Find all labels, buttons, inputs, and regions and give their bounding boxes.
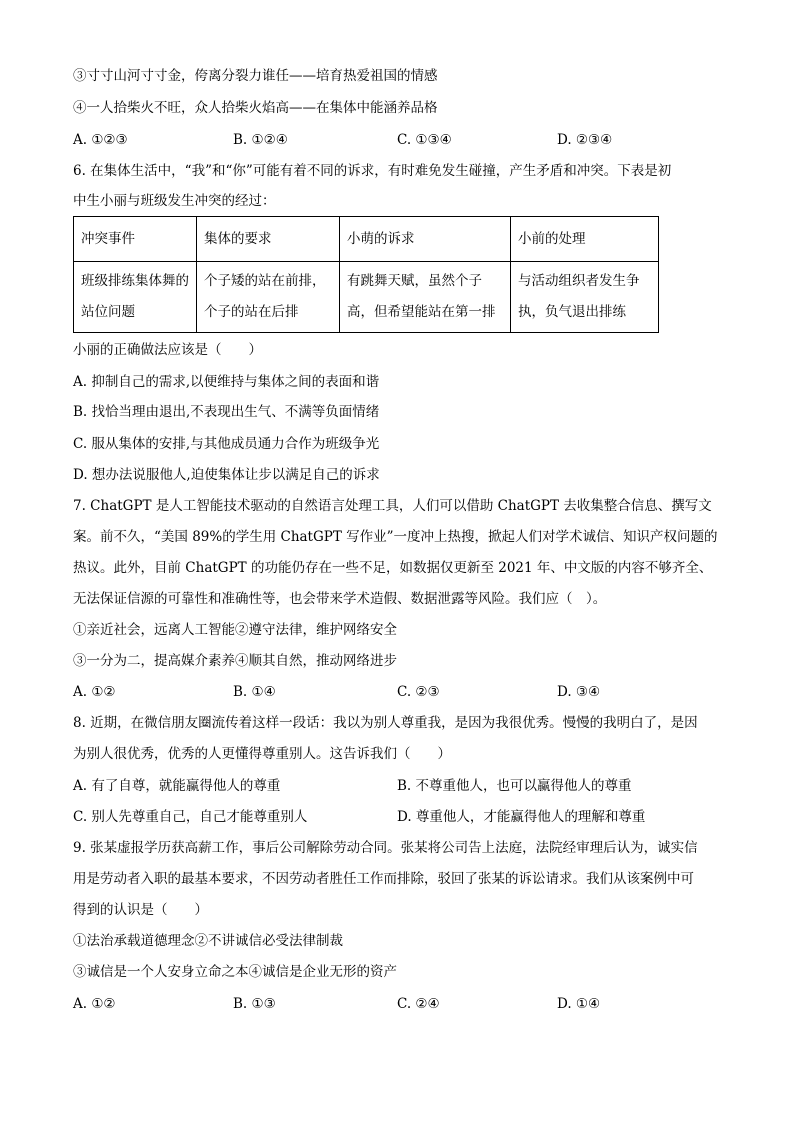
q8-option-a: A. 有了自尊，就能赢得他人的尊重 (73, 778, 281, 794)
q5-option-b: B. ①②④ (233, 132, 288, 148)
q9-option-a: A. ①② (73, 996, 116, 1012)
table-header-row (74, 217, 659, 262)
table-cell: 个子矮的站在前排，个子的站在后排 (197, 262, 340, 333)
q7-option-b: B. ①④ (233, 684, 276, 700)
q9-stem-line-1: 9. 张某虚报学历获高薪工作，事后公司解除劳动合同。张某将公司告上法庭，法院经审理后认为，诚实信 (73, 840, 698, 856)
q5-item-3: ③寸寸山河寸寸金，侉离分裂力谁任——培育热爱祖国的情感 (73, 68, 438, 84)
q7-stem-line-4: 无法保证信源的可靠性和准确性等，也会带来学术造假、数据泄露等风险。我们应（ ）。 (73, 591, 607, 607)
q9-stem-line-2: 用是劳动者入职的最基本要求，不因劳动者胜任工作而排除，驳回了张某的诉讼请求。我们从该案例中可 (73, 871, 694, 887)
q6-stem-line-2: 中生小丽与班级发生冲突的经过： (73, 193, 276, 209)
table-cell: 班级排练集体舞的站位问题 (74, 262, 197, 333)
q9-items-line-1: ①法治承载道德理念②不讲诚信必受法律制裁 (73, 933, 343, 949)
table-header-cell: 小前的处理 (511, 217, 659, 262)
q5-option-c: C. ①③④ (397, 132, 452, 148)
q8-option-c: C. 别人先尊重自己，自己才能尊重别人 (73, 809, 308, 825)
q5-option-d: D. ②③④ (557, 132, 613, 148)
q8-stem-line-2: 为别人很优秀，优秀的人更懂得尊重别人。这告诉我们（ ） (73, 746, 451, 762)
q9-option-d: D. ①④ (557, 996, 601, 1012)
q6-option-b: B. 找恰当理由退出,不表现出生气、不满等负面情绪 (73, 404, 380, 420)
q6-stem-line-1: 6. 在集体生活中，“我”和“你”可能有着不同的诉求，有时难免发生碰撞，产生矛盾和冲突。下表是初 (73, 163, 672, 179)
q7-option-c: C. ②③ (397, 684, 440, 700)
q9-stem-line-3: 得到的认识是（ ） (73, 902, 208, 918)
q7-items-line-2: ③一分为二，提高媒介素养④顺其自然，推动网络进步 (73, 653, 397, 669)
table-header-cell: 冲突事件 (74, 217, 197, 262)
q5-item-4: ④一人拾柴火不旺，众人拾柴火焰高——在集体中能涵养品格 (73, 100, 438, 116)
q7-stem-line-1: 7. ChatGPT 是人工智能技术驱动的自然语言处理工具，人们可以借助 ChatGPT 去收集整合信息、撰写文 (73, 498, 712, 514)
q6-option-a: A. 抑制自己的需求,以便维持与集体之间的表面和谐 (73, 374, 380, 390)
q8-stem-line-1: 8. 近期，在微信朋友圈流传着这样一段话：我以为别人尊重我，是因为我很优秀。慢慢的我明白了，是因 (73, 715, 698, 731)
q8-option-d: D. 尊重他人，才能赢得他人的理解和尊重 (397, 809, 646, 825)
q8-option-b: B. 不尊重他人，也可以赢得他人的尊重 (397, 778, 632, 794)
q9-option-b: B. ①③ (233, 996, 276, 1012)
q6-option-d: D. 想办法说服他人,迫使集体让步以满足自己的诉求 (73, 467, 380, 483)
table-cell: 有跳舞天赋，虽然个子高，但希望能站在第一排 (340, 262, 511, 333)
q7-option-d: D. ③④ (557, 684, 601, 700)
q7-stem-line-3: 热议。此外，目前 ChatGPT 的功能仍存在一些不足，如数据仅更新至 2021 年、中文版的内容不够齐全、 (73, 560, 713, 576)
q7-items-line-1: ①亲近社会，远离人工智能②遵守法律，维护网络安全 (73, 622, 397, 638)
table-row (74, 262, 659, 333)
q6-option-c: C. 服从集体的安排,与其他成员通力合作为班级争光 (73, 436, 380, 452)
q7-option-a: A. ①② (73, 684, 116, 700)
table-header-cell: 集体的要求 (197, 217, 340, 262)
q9-option-c: C. ②④ (397, 996, 440, 1012)
q7-stem-line-2: 案。前不久，“美国 89%的学生用 ChatGPT 写作业”一度冲上热搜，掀起人们对学术诚信、知识产权问题的 (73, 529, 718, 545)
q6-conflict-table (73, 216, 659, 333)
q5-option-a: A. ①②③ (73, 132, 128, 148)
table-header-cell: 小萌的诉求 (340, 217, 511, 262)
q9-items-line-2: ③诚信是一个人安身立命之本④诚信是企业无形的资产 (73, 964, 397, 980)
table-cell: 与活动组织者发生争执，负气退出排练 (511, 262, 659, 333)
q6-question: 小丽的正确做法应该是（ ） (73, 342, 262, 358)
